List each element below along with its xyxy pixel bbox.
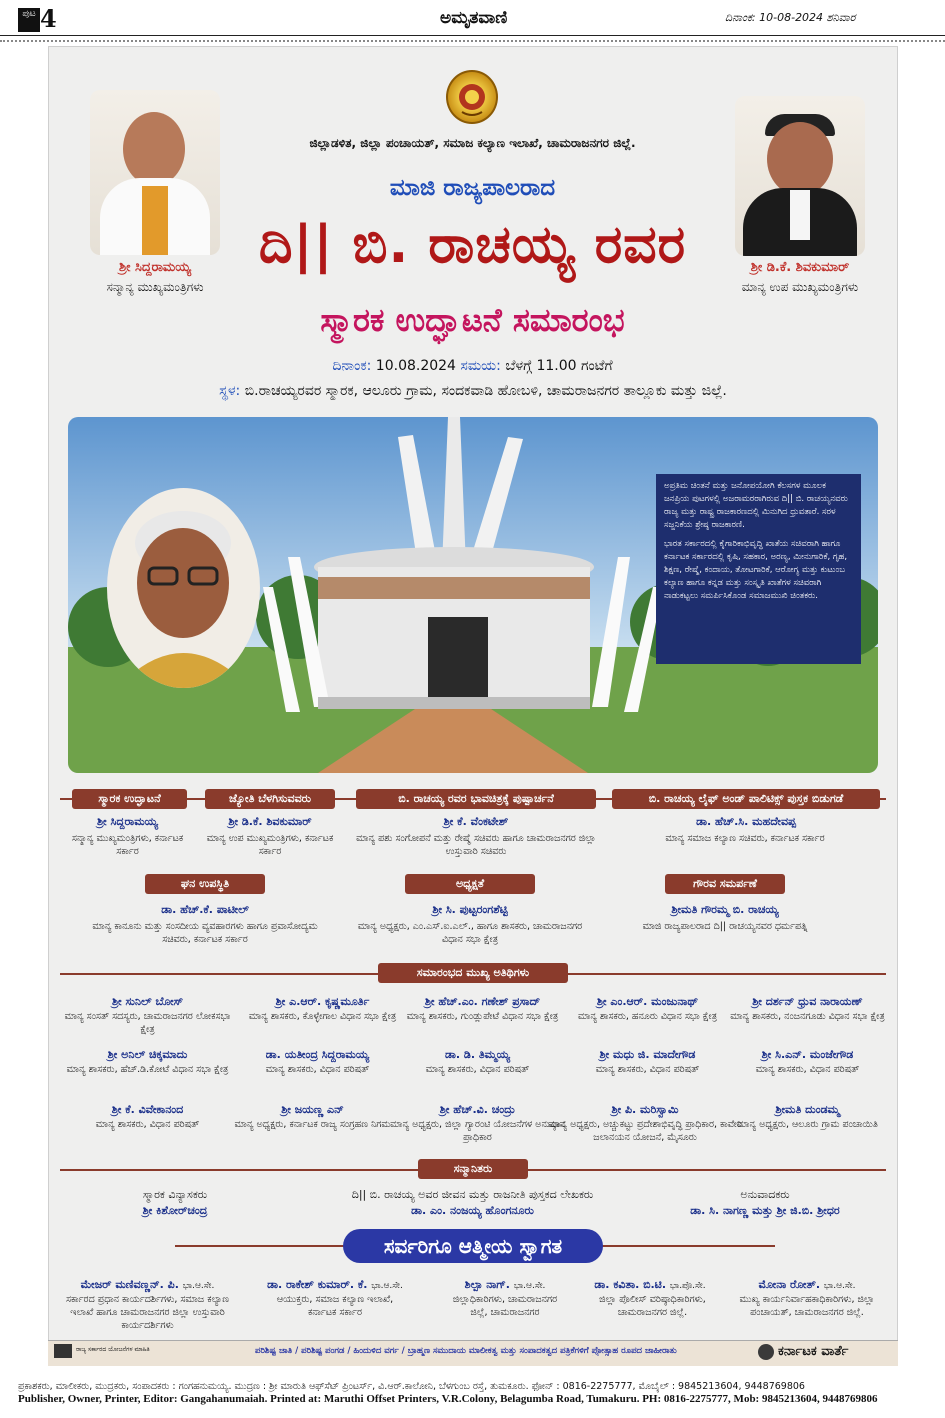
guest-desc: ಮಾನ್ಯ ಸಂಸತ್ ಸದಸ್ಯರು, ಚಾಮರಾಜನಗರ ಲೋಕಸಭಾ ಕ್ಷೇತ್ರ (64, 1011, 231, 1035)
role-desc: ಮಾನ್ಯ ಅಧ್ಯಕ್ಷರು, ಎಂ.ಎಸ್.ಐ.ಎಲ್., ಹಾಗೂ ಶಾಸಕರು, ಚಾಮರಾಜನಗರ ವಿಧಾನ ಸಭಾ ಕ್ಷೇತ್ರ (357, 921, 583, 945)
honorees-heading: ಸನ್ಮಾನಿತರು (418, 1159, 528, 1179)
role-person: ಶ್ರೀ ಡಿ.ಕೆ. ಶಿವಕುಮಾರ್ (228, 815, 312, 828)
event-title: ಸ್ಮಾರಕ ಉದ್ಘಾಟನೆ ಸಮಾರಂಭ (320, 301, 625, 339)
guest-desc: ಮಾನ್ಯ ಅಧ್ಯಕ್ಷರು, ಜಿಲ್ಲಾ ಗ್ಯಾರಂಟಿ ಯೋಜನೆಗಳ ಅನುಷ್ಠಾನ ಪ್ರಾಧಿಕಾರ (390, 1119, 565, 1143)
guest-name: ಶ್ರೀ ಎ.ಆರ್. ಕೃಷ್ಣಮೂರ್ತಿ (275, 995, 370, 1008)
issue-date: ದಿನಾಂಕ: 10-08-2024 ಶನಿವಾರ (725, 11, 856, 24)
divider (0, 40, 945, 44)
role-heading: ಬಿ. ರಾಚಯ್ಯ ಲೈಫ್ ಅಂಡ್ ಪಾಲಿಟಿಕ್ಸ್ ಪುಸ್ತಕ ಬಿಡುಗಡೆ (612, 789, 880, 809)
role-person: ಡಾ. ಹೆಚ್.ಕೆ. ಪಾಟೀಲ್ (161, 903, 249, 916)
guest-desc: ಮಾನ್ಯ ಶಾಸಕರು, ಹೆಚ್.ಡಿ.ಕೋಟೆ ವಿಧಾನ ಸಭಾ ಕ್ಷೇತ್ರ (66, 1064, 229, 1075)
imprint-kannada: ಪ್ರಕಾಶಕರು, ಮಾಲೀಕರು, ಮುದ್ರಕರು, ಸಂಪಾದಕರು : ಗಂಗಹನುಮಯ್ಯ. ಮುದ್ರಣ : ಶ್ರೀ ಮಾರುತಿ ಆಫ್‌ಸೆಟ್ ಪ್ರಿಂಟರ್ಸ್, ವಿ.ಆರ್.ಕಾಲೋನಿ, ಬೆಳಗುಂಬ ರಸ್ತೆ, ತುಮಕೂರು. ಫೋನ್ : 0816-2275777, ಮೊಬೈಲ್ : 9845213604, 9448769806 (18, 1381, 805, 1392)
guest-desc: ಮಾನ್ಯ ಶಾಸಕರು, ವಿಧಾನ ಪರಿಷತ್ (95, 1119, 200, 1130)
role-desc: ಮಾಜಿ ರಾಜ್ಯಪಾಲರಾದ ದಿ|| ರಾಚಯ್ಯನವರ ಧರ್ಮಪತ್ನಿ (642, 921, 808, 932)
bio-paragraph: ಭಾರತ ಸರ್ಕಾರದಲ್ಲಿ ಕೈಗಾರಿಕಾಭಿವೃದ್ಧಿ ಖಾತೆಯ ಸಚಿವರಾಗಿ ಹಾಗೂ ಕರ್ನಾಟಕ ಸರ್ಕಾರದಲ್ಲಿ ಕೃಷಿ, ಸಹಕಾರ, ಅರಣ್ಯ, ಮೀನುಗಾರಿಕೆ, ಗೃಹ, ಶಿಕ್ಷಣ, ರೇಷ್ಮೆ, ಕಂದಾಯ, ತೋಟಗಾರಿಕೆ, ಆರೋಗ್ಯ ಮತ್ತು ಕುಟುಂಬ ಕಲ್ಯಾಣ ಹಾಗೂ ಕನ್ನಡ ಮತ್ತು ಸಂಸ್ಕೃತಿ ಖಾತೆಗಳ ಸಚಿವರಾಗಿ ನಾಡುಕಟ್ಟಲು ಸಮರ್ಪಿಸಿಕೊಂಡ ಸಮಾಜಮುಖಿ ಚಿಂತಕರು. (664, 539, 848, 601)
guest-name: ಶ್ರೀ ಎಂ.ಆರ್. ಮಂಜುನಾಥ್ (596, 995, 699, 1008)
guest-desc: ಮಾನ್ಯ ಶಾಸಕರು, ವಿಧಾನ ಪರಿಷತ್ (755, 1064, 860, 1075)
role-desc: ಮಾನ್ಯ ಪಶು ಸಂಗೋಪನೆ ಮತ್ತು ರೇಷ್ಮೆ ಸಚಿವರು ಹಾಗೂ ಚಾಮರಾಜನಗರ ಜಿಲ್ಲಾ ಉಸ್ತುವಾರಿ ಸಚಿವರು (356, 833, 596, 857)
role-person: ಶ್ರೀಮತಿ ಗೌರಮ್ಮ ಬಿ. ರಾಚಯ್ಯ (671, 903, 779, 916)
role-person: ಶ್ರೀ ಸಿ. ಪುಟ್ಟರಂಗಶೆಟ್ಟಿ (432, 903, 508, 916)
footer-note: ರಾಜ್ಯ ಸರ್ಕಾರದ ಯೋಜನೆಗಳ ಮಾಹಿತಿ (76, 1346, 150, 1353)
role-heading: ಬಿ. ರಾಚಯ್ಯ ರವರ ಭಾವಚಿತ್ರಕ್ಕೆ ಪುಷ್ಪಾರ್ಚನೆ (356, 789, 596, 809)
honoree-name: ಶ್ರೀ ಕಿಶೋರ್‌ಚಂದ್ರ (142, 1204, 208, 1217)
guest-name: ಡಾ. ಯತೀಂದ್ರ ಸಿದ್ದರಾಮಯ್ಯ (265, 1048, 370, 1061)
guests-heading: ಸಮಾರಂಭದ ಮುಖ್ಯ ಅತಿಥಿಗಳು (378, 963, 568, 983)
host-name-text: ಶಿಲ್ಪಾ ನಾಗ್. (464, 1278, 510, 1291)
guest-desc: ಮಾನ್ಯ ಅಧ್ಯಕ್ಷರು, ಅಚ್ಚುಕಟ್ಟು ಪ್ರದೇಶಾಭಿವೃದ್ಧಿ ಪ್ರಾಧಿಕಾರ, ಕಾವೇರಿ ಜಲಾನಯನ ಯೋಜನೆ, ಮೈಸೂರು (548, 1119, 742, 1143)
deputy-chief-minister-name: ಶ್ರೀ ಡಿ.ಕೆ. ಶಿವಕುಮಾರ್ (750, 260, 850, 275)
role-heading: ಗೌರವ ಸಮರ್ಪಣೆ (665, 874, 785, 894)
bio-paragraph: ಅಪ್ರತಿಮ ಚಿಂತನೆ ಮತ್ತು ಜನೋಪಯೋಗಿ ಕೆಲಸಗಳ ಮೂಲಕ ಜನಪ್ರಿಯ ಪುಟಗಳಲ್ಲಿ ಅಜರಾಮರರಾಗಿರುವ ದಿ|| ಬಿ. ರಾಚಯ್ಯನವರು ರಾಜ್ಯ ಮತ್ತು ರಾಷ್ಟ್ರ ರಾಜಕಾರಣದಲ್ಲಿ ಮಿನುಗಿದ ಧ್ರುವತಾರೆ. ಸರಳ ಸಜ್ಜನಿಕೆಯ ಶ್ರೇಷ್ಠ ರಾಜಕಾರಣಿ. (664, 481, 848, 530)
date-time-line (180, 358, 765, 374)
host-suffix: ಭಾ.ಆ.ಸೇ. (823, 1281, 856, 1291)
guest-desc: ಮಾನ್ಯ ಶಾಸಕರು, ವಿಧಾನ ಪರಿಷತ್ (265, 1064, 370, 1075)
page-number: 4 (40, 4, 57, 33)
host-name-text: ಮೋನಾ ರೋತ್. (758, 1278, 821, 1291)
guest-desc: ಮಾನ್ಯ ಶಾಸಕರು, ವಿಧಾನ ಪರಿಷತ್ (425, 1064, 530, 1075)
organizers-line: ಜಿಲ್ಲಾಡಳಿತ, ಜಿಲ್ಲಾ ಪಂಚಾಯತ್, ಸಮಾಜ ಕಲ್ಯಾಣ ಇಲಾಖೆ, ಚಾಮರಾಜನಗರ ಜಿಲ್ಲೆ. (309, 136, 636, 150)
guest-name: ಶ್ರೀ ಕೆ. ವಿವೇಕಾನಂದ (111, 1103, 184, 1116)
welcome-banner: ಸರ್ವರಿಗೂ ಆತ್ಮೀಯ ಸ್ವಾಗತ (343, 1229, 603, 1263)
guest-desc: ಮಾನ್ಯ ಶಾಸಕರು, ಗುಂಡ್ಲುಪೇಟೆ ವಿಧಾನ ಸಭಾ ಕ್ಷೇತ್ರ (406, 1011, 559, 1022)
host-name-text: ಡಾ. ಕವಿತಾ. ಬಿ.ಟಿ. (594, 1278, 667, 1291)
venue-line (60, 383, 886, 399)
role-person: ಡಾ. ಹೆಚ್.ಸಿ. ಮಹದೇವಪ್ಪ (696, 815, 796, 828)
role-desc: ಮಾನ್ಯ ಸಮಾಜ ಕಲ್ಯಾಣ ಸಚಿವರು, ಕರ್ನಾಟಕ ಸರ್ಕಾರ (665, 833, 825, 844)
main-title: ದಿ|| ಬಿ. ರಾಚಯ್ಯ ರವರ (258, 215, 687, 275)
host-name (60, 1278, 235, 1292)
guest-name: ಶ್ರೀ ಸುನಿಲ್ ಬೋಸ್ (111, 995, 184, 1008)
role-heading: ಸ್ಮಾರಕ ಉದ್ಘಾಟನೆ (72, 789, 187, 809)
guest-name: ಶ್ರೀ ಮಧು ಜಿ. ಮಾದೇಗೌಡ (599, 1048, 696, 1061)
event-date: 10.08.2024 (371, 358, 461, 374)
guest-desc: ಮಾನ್ಯ ಅಧ್ಯಕ್ಷರು, ಕರ್ನಾಟಕ ರಾಜ್ಯ ಸಂಗ್ರಹಣ ನಿಗಮ (234, 1119, 391, 1130)
event-time: ಬೆಳಗ್ಗೆ 11.00 ಗಂಟೆಗೆ (500, 358, 613, 374)
imprint-english: Publisher, Owner, Printer, Editor: Gangahanumaiah. Printed at: Maruthi Offset Printers, V.R.Colony, Belagumba Road, Tumakuru. PH: 0816-2275777, Mob: 9845213604, 9448769806 (18, 1393, 878, 1405)
guest-name: ಶ್ರೀಮತಿ ದುಂಡಮ್ಮ (775, 1103, 840, 1116)
chief-minister-role: ಸನ್ಮಾನ್ಯ ಮುಖ್ಯಮಂತ್ರಿಗಳು (106, 280, 204, 294)
honoree-name: ಡಾ. ಎಂ. ನಂಜಯ್ಯ ಹೊಂಗನೂರು (411, 1204, 534, 1217)
chief-minister-name: ಶ್ರೀ ಸಿದ್ದರಾಮಯ್ಯ (119, 260, 191, 275)
host-name (245, 1278, 425, 1292)
biography-box (656, 474, 861, 664)
guest-name: ಡಾ. ಡಿ. ತಿಮ್ಮಯ್ಯ (445, 1048, 510, 1061)
guest-desc: ಮಾನ್ಯ ಶಾಸಕರು, ವಿಧಾನ ಪರಿಷತ್ (595, 1064, 700, 1075)
guest-name: ಶ್ರೀ ಹೆಚ್.ವಿ. ಚಂದ್ರು (439, 1103, 516, 1116)
host-name-text: ಮೇಜರ್ ಮಣಿವಣ್ಣನ್. ಪಿ. (80, 1278, 179, 1291)
guest-name: ಶ್ರೀ ಸಿ.ಎನ್. ಮಂಜೇಗೌಡ (761, 1048, 854, 1061)
footer-brand: ಕರ್ನಾಟಕ ವಾರ್ತೆ (778, 1344, 849, 1359)
role-heading: ಅಧ್ಯಕ್ಷತೆ (405, 874, 535, 894)
role-desc: ಮಾನ್ಯ ಕಾನೂನು ಮತ್ತು ಸಂಸದೀಯ ವ್ಯವಹಾರಗಳು ಹಾಗೂ ಪ್ರವಾಸೋದ್ಯಮ ಸಚಿವರು, ಕರ್ನಾಟಕ ಸರ್ಕಾರ (92, 921, 318, 945)
newspaper-name: ಅಮೃತವಾಣಿ (440, 8, 508, 27)
host-name (430, 1278, 580, 1292)
host-name-text: ಡಾ. ರಾಕೇಶ್ ಕುಮಾರ್. ಕೆ. (267, 1278, 368, 1291)
guest-desc: ಮಾನ್ಯ ಶಾಸಕರು, ಕೊಳ್ಳೇಗಾಲ ವಿಧಾನ ಸಭಾ ಕ್ಷೇತ್ರ (248, 1011, 397, 1022)
page-label: ಪುಟ (18, 8, 40, 32)
footer-sponsor-text: ಪರಿಶಿಷ್ಟ ಜಾತಿ / ಪರಿಶಿಷ್ಟ ಪಂಗಡ / ಹಿಂದುಳಿದ ವರ್ಗ / ಬ್ರಾಹ್ಮಣ ಸಮುದಾಯ ಮಾಲೀಕತ್ವ ಮತ್ತು ಸಂಪಾದಕತ್ವದ ಪತ್ರಿಕೆಗಳಿಗೆ ಪ್ರೋತ್ಸಾಹ ರೂಪದ ಜಾಹೀರಾತು (255, 1346, 677, 1356)
role-person: ಶ್ರೀ ಕೆ. ವೆಂಕಟೇಶ್ (443, 815, 509, 828)
karnataka-varthe-logo-icon (758, 1344, 774, 1360)
role-heading: ಜ್ಯೋತಿ ಬೆಳಗಿಸುವವರು (205, 789, 335, 809)
deputy-chief-minister-role: ಮಾನ್ಯ ಉಪ ಮುಖ್ಯಮಂತ್ರಿಗಳು (741, 280, 859, 294)
honoree-role: ಸ್ಮಾರಕ ವಿನ್ಯಾಸಕರು (142, 1188, 208, 1201)
honoree-role: ಅನುವಾದಕರು (740, 1188, 790, 1201)
vidhana-soudha-icon (54, 1344, 72, 1358)
pre-title: ಮಾಜಿ ರಾಜ್ಯಪಾಲರಾದ (389, 175, 556, 201)
imprint (18, 1380, 928, 1406)
guest-desc: ಮಾನ್ಯ ಅಧ್ಯಕ್ಷರು, ಆಲೂರು ಗ್ರಾಮ ಪಂಚಾಯಿತಿ (737, 1119, 878, 1130)
host-desc: ಆಯುಕ್ತರು, ಸಮಾಜ ಕಲ್ಯಾಣ ಇಲಾಖೆ, ಕರ್ನಾಟಕ ಸರ್ಕಾರ (276, 1294, 394, 1318)
host-desc: ಮುಖ್ಯ ಕಾರ್ಯನಿರ್ವಾಹಕಾಧಿಕಾರಿಗಳು, ಜಿಲ್ಲಾ ಪಂಚಾಯತ್, ಚಾಮರಾಜನಗರ ಜಿಲ್ಲೆ. (739, 1294, 875, 1318)
role-desc: ಮಾನ್ಯ ಉಪ ಮುಖ್ಯಮಂತ್ರಿಗಳು, ಕರ್ನಾಟಕ ಸರ್ಕಾರ (206, 833, 334, 857)
host-name (722, 1278, 892, 1292)
guest-name: ಶ್ರೀ ಜಯಣ್ಣ ಎನ್ (281, 1103, 344, 1116)
time-label: ಸಮಯ: (460, 358, 501, 374)
guest-name: ಶ್ರೀ ಅನಿಲ್ ಚಿಕ್ಕಮಾದು (107, 1048, 188, 1061)
host-desc: ಸರ್ಕಾರದ ಪ್ರಧಾನ ಕಾರ್ಯದರ್ಶಿಗಳು, ಸಮಾಜ ಕಲ್ಯಾಣ ಇಲಾಖೆ ಹಾಗೂ ಚಾಮರಾಜನಗರ ಜಿಲ್ಲಾ ಉಸ್ತುವಾರಿ ಕಾರ್ಯದರ್ಶಿಗಳು (65, 1294, 230, 1331)
honoree-name: ಡಾ. ಸಿ. ನಾಗಣ್ಣ ಮತ್ತು ಶ್ರೀ ಜಿ.ಬಿ. ಶ್ರೀಧರ (690, 1204, 840, 1217)
karnataka-emblem-icon (446, 70, 498, 124)
guest-name: ಶ್ರೀ ದರ್ಶನ್ ಧ್ರುವ ನಾರಾಯಣ್ (752, 995, 863, 1008)
host-desc: ಜಿಲ್ಲಾಧಿಕಾರಿಗಳು, ಚಾಮರಾಜನಗರ ಜಿಲ್ಲೆ, ಚಾಮರಾಜನಗರ (452, 1294, 558, 1318)
host-desc: ಜಿಲ್ಲಾ ಪೊಲೀಸ್ ವರಿಷ್ಠಾಧಿಕಾರಿಗಳು, ಚಾಮರಾಜನಗರ ಜಿಲ್ಲೆ. (599, 1294, 706, 1318)
venue-text: ಬಿ.ರಾಚಯ್ಯರವರ ಸ್ಮಾರಕ, ಆಲೂರು ಗ್ರಾಮ, ಸಂದಕವಾಡಿ ಹೋಬಳಿ, ಚಾಮರಾಜನಗರ ತಾಲ್ಲೂಕು ಮತ್ತು ಜಿಲ್ಲೆ. (240, 383, 727, 399)
guest-name: ಶ್ರೀ ಹೆಚ್.ಎಂ. ಗಣೇಶ್ ಪ್ರಸಾದ್ (424, 995, 541, 1008)
host-suffix: ಭಾ.ಆ.ಸೇ. (371, 1281, 403, 1291)
guest-desc: ಮಾನ್ಯ ಶಾಸಕರು, ನಂಜನಗೂಡು ವಿಧಾನ ಸಭಾ ಕ್ಷೇತ್ರ (730, 1011, 885, 1022)
honoree-role: ದಿ|| ಬಿ. ರಾಚಯ್ಯ ಅವರ ಜೀವನ ಮತ್ತು ರಾಜನೀತಿ ಪುಸ್ತಕದ ಲೇಖಕರು (351, 1188, 594, 1201)
host-suffix: ಭಾ.ಪೊ.ಸೇ. (669, 1281, 706, 1291)
role-person: ಶ್ರೀ ಸಿದ್ದರಾಮಯ್ಯ (97, 815, 158, 828)
role-heading: ಘನ ಉಪಸ್ಥಿತಿ (145, 874, 265, 894)
guest-name: ಶ್ರೀ ಪಿ. ಮರಿಸ್ವಾಮಿ (611, 1103, 679, 1116)
venue-label: ಸ್ಥಳ: (219, 383, 241, 399)
role-desc: ಸನ್ಮಾನ್ಯ ಮುಖ್ಯಮಂತ್ರಿಗಳು, ಕರ್ನಾಟಕ ಸರ್ಕಾರ (71, 833, 184, 857)
rachaiah-portrait (107, 488, 260, 688)
host-suffix: ಭಾ.ಆ.ಸೇ. (182, 1281, 215, 1291)
host-suffix: ಭಾ.ಆ.ಸೇ. (513, 1281, 546, 1291)
host-name (580, 1278, 720, 1292)
guest-desc: ಮಾನ್ಯ ಶಾಸಕರು, ಹನೂರು ವಿಧಾನ ಸಭಾ ಕ್ಷೇತ್ರ (577, 1011, 718, 1022)
date-label: ದಿನಾಂಕ: (332, 358, 372, 374)
